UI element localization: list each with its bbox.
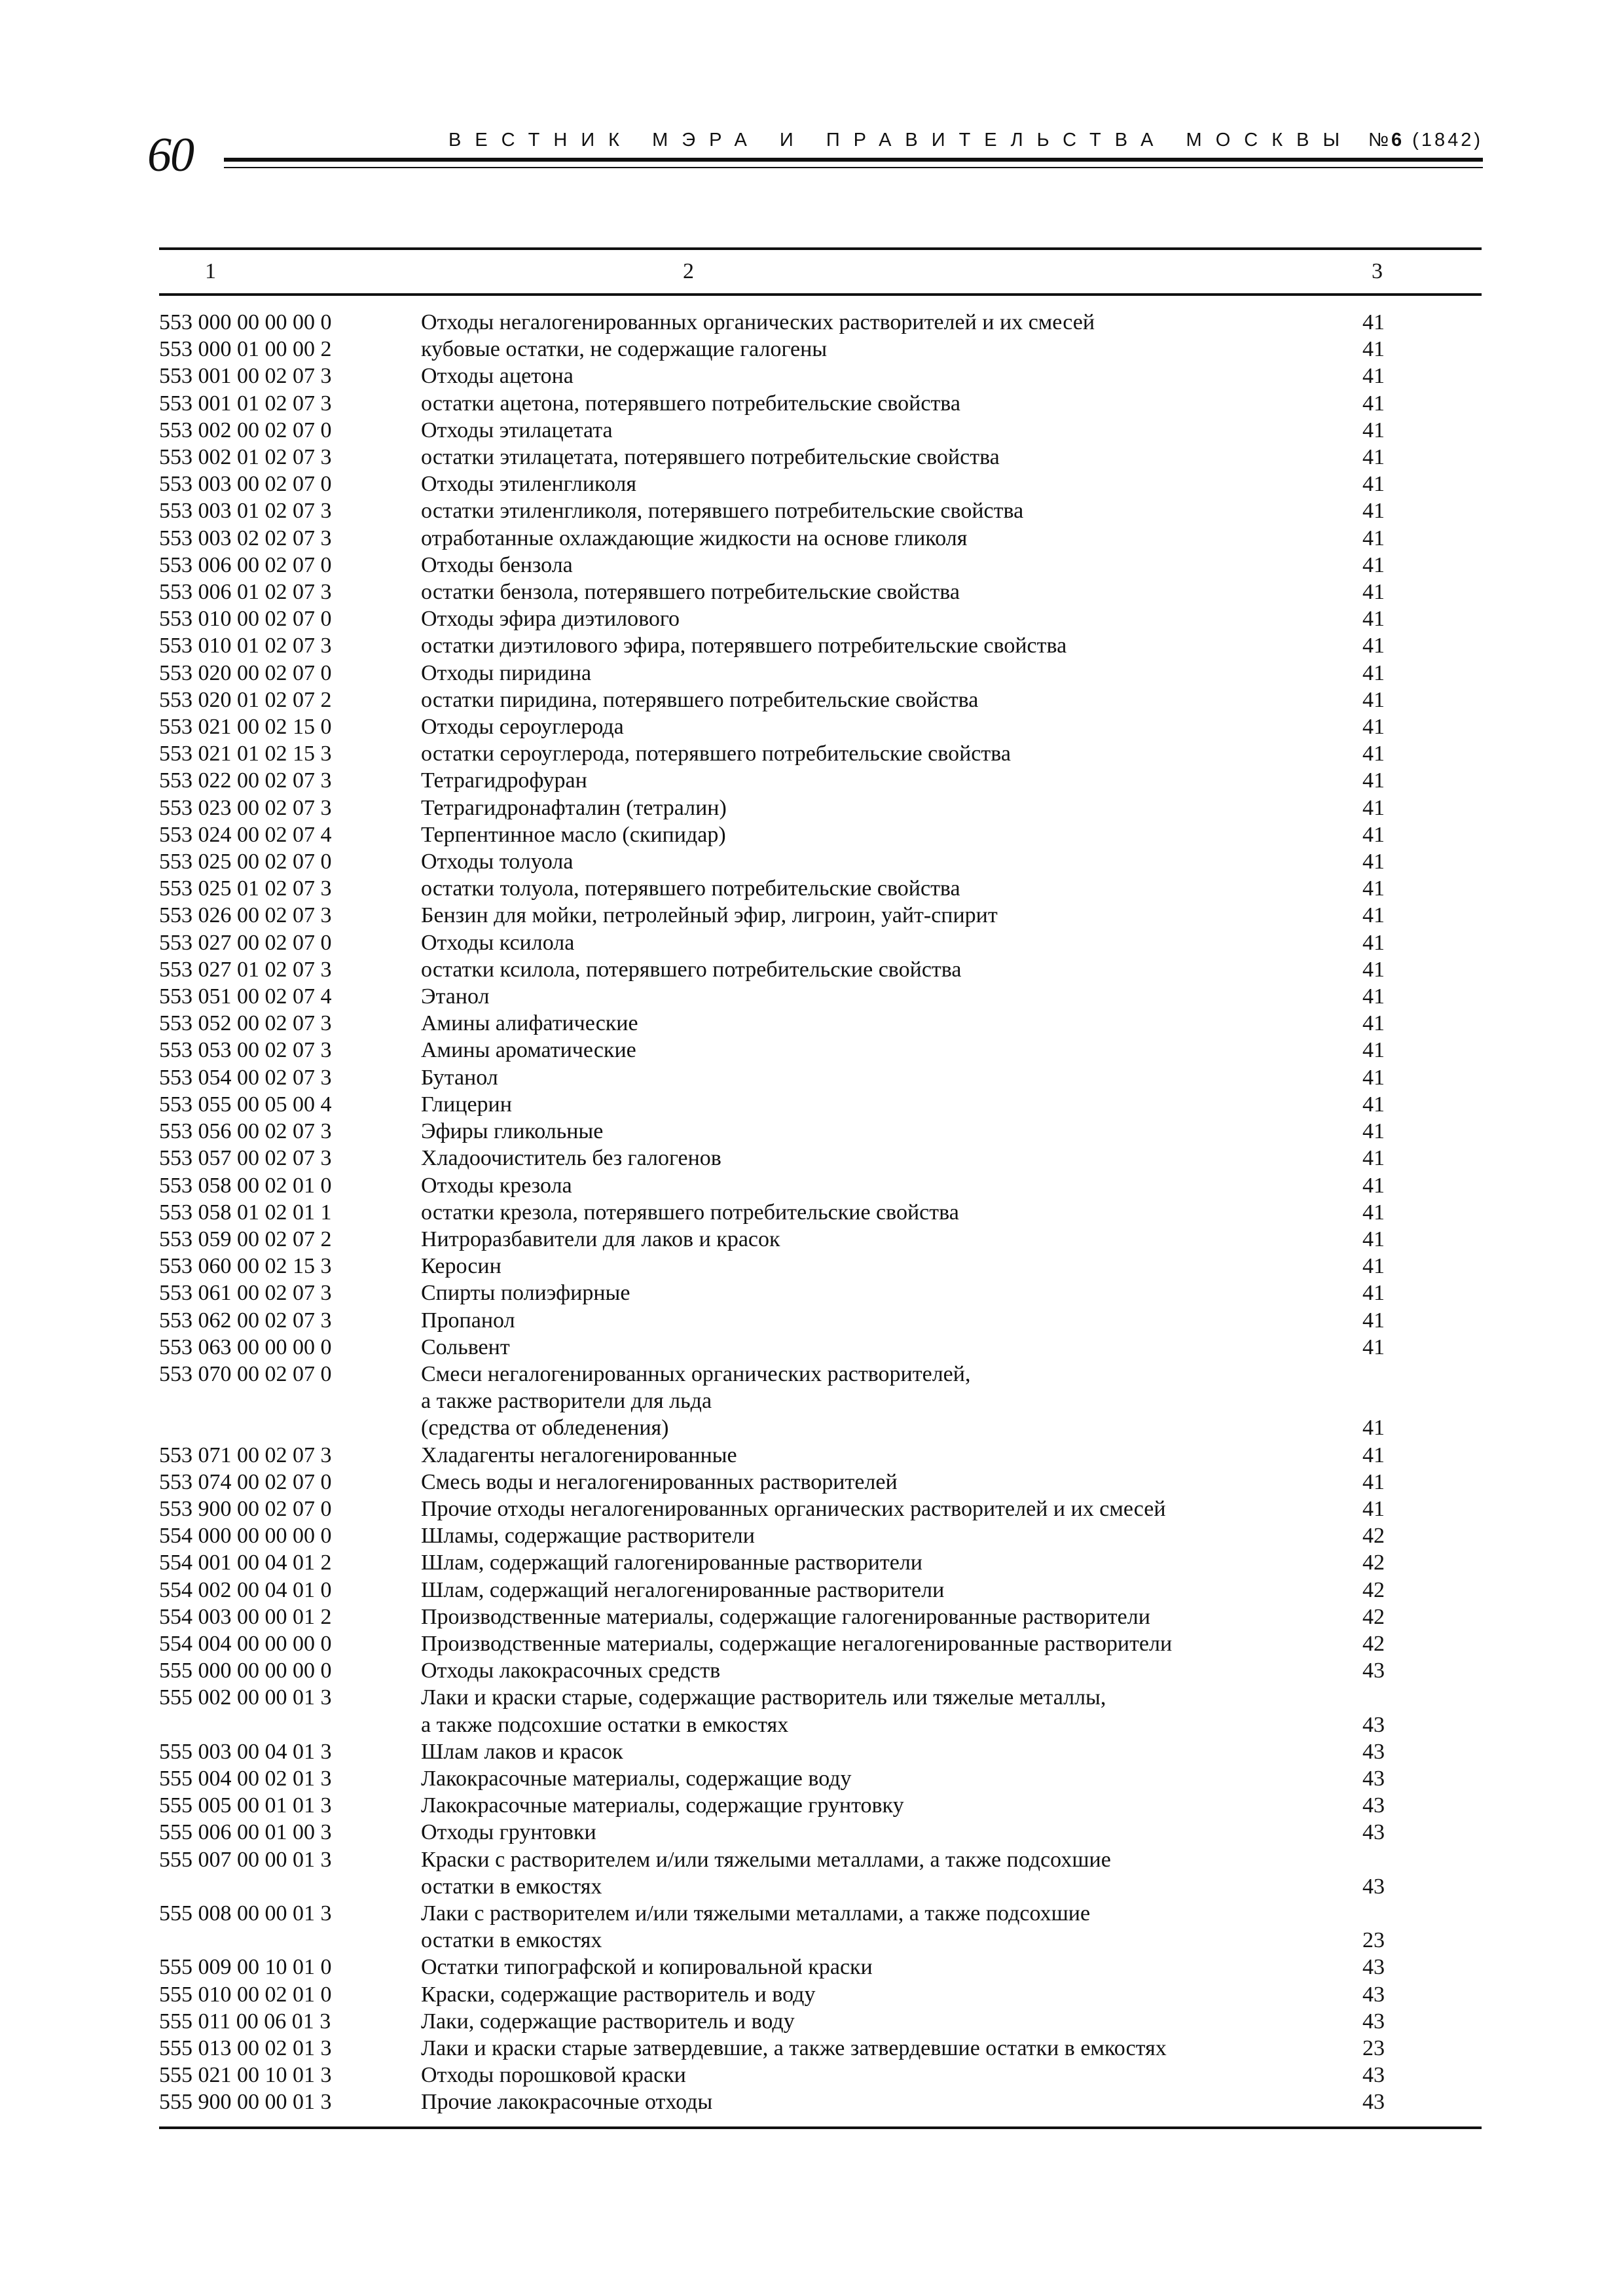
hazard-class: 41 [1362,1119,1385,1144]
waste-description: Лаки и краски старые, содержащие растворитель или тяжелые металлы, а также подсохшие остатки в емкостях [421,1685,1106,1737]
column-header-2: 2 [683,259,694,283]
table-row [159,579,1482,605]
waste-code: 555 002 00 00 01 3 [159,1685,332,1710]
issue-label [1368,131,1483,150]
hazard-class: 41 [1362,1146,1385,1171]
waste-description: Хладоочиститель без галогенов [421,1146,721,1171]
table-row [159,740,1482,767]
hazard-class: 41 [1362,1496,1385,1521]
waste-description: Керосин [421,1254,501,1279]
table-row [159,795,1482,821]
hazard-class: 41 [1362,580,1385,605]
hazard-class: 41 [1362,687,1385,712]
hazard-class: 43 [1362,1766,1385,1791]
waste-code: 555 007 00 00 01 3 [159,1847,332,1872]
waste-code: 553 003 01 02 07 3 [159,499,332,524]
waste-description: Смесь воды и негалогенированных растворителей [421,1469,898,1494]
waste-description: Отходы крезола [421,1173,572,1198]
waste-description: кубовые остатки, не содержащие галогены [421,337,828,362]
waste-code: 555 005 00 01 01 3 [159,1793,332,1818]
table-row [159,1091,1482,1118]
table-row [159,417,1482,444]
waste-code: 553 006 00 02 07 0 [159,552,332,577]
waste-code: 553 006 01 02 07 3 [159,580,332,605]
waste-description: Шлам лаков и красок [421,1739,623,1764]
table-row [159,983,1482,1010]
waste-code: 553 003 00 02 07 0 [159,472,332,497]
hazard-class: 41 [1362,418,1385,442]
hazard-class: 41 [1362,607,1385,632]
table-row [159,632,1482,659]
table-row [159,848,1482,875]
hazard-class: 41 [1362,499,1385,524]
hazard-class: 41 [1362,1200,1385,1225]
hazard-class: 41 [1362,1173,1385,1198]
waste-description: Отходы этиленгликоля [421,472,637,497]
waste-description: Амины ароматические [421,1038,636,1063]
table-bottom-rule [159,2126,1482,2129]
table-row [159,1145,1482,1172]
waste-code: 553 000 00 00 00 0 [159,310,332,334]
waste-description: Шлам, содержащий галогенированные растворители [421,1551,922,1575]
table-row [159,1037,1482,1064]
waste-description: Тетрагидрофуран [421,768,587,793]
waste-description: Нитроразбавители для лаков и красок [421,1227,780,1251]
waste-description: Лакокрасочные материалы, содержащие воду [421,1766,852,1791]
waste-description: Терпентинное масло (скипидар) [421,822,726,847]
waste-code: 555 003 00 04 01 3 [159,1739,332,1764]
hazard-class: 41 [1362,660,1385,685]
table-row [159,497,1482,524]
waste-code: 553 020 01 02 07 2 [159,687,332,712]
issue-total: (1842) [1404,130,1483,151]
hazard-class: 42 [1362,1631,1385,1656]
table-row [159,956,1482,983]
hazard-class: 42 [1362,1551,1385,1575]
table-row [159,309,1482,336]
waste-description: Прочие отходы негалогенированных органических растворителей и их смесей [421,1496,1166,1521]
waste-description: Отходы пиридина [421,660,592,685]
hazard-class: 43 [1362,1982,1385,2007]
table-row [159,1253,1482,1280]
waste-code: 554 004 00 00 00 0 [159,1631,332,1656]
table-row [159,552,1482,579]
waste-code: 554 002 00 04 01 0 [159,1577,332,1602]
waste-code: 553 023 00 02 07 3 [159,795,332,820]
table-row [159,1846,1482,1900]
table-row [159,1334,1482,1361]
waste-description: Краски с растворителем и/или тяжелыми металлами, а также подсохшие остатки в емкостях [421,1847,1111,1899]
waste-code: 553 062 00 02 07 3 [159,1308,332,1333]
header-rule-thin [224,167,1483,168]
header-rule-thick [224,158,1483,162]
waste-code: 555 010 00 02 01 0 [159,1982,332,2007]
waste-code: 554 000 00 00 00 0 [159,1524,332,1549]
table-row [159,525,1482,552]
waste-description: Отходы толуола [421,850,574,874]
hazard-class: 41 [1362,1092,1385,1117]
column-header-1: 1 [205,259,216,283]
hazard-class: 41 [1362,1443,1385,1467]
waste-code: 555 009 00 10 01 0 [159,1955,332,1980]
hazard-class: 43 [1362,1712,1385,1737]
waste-classification-table [159,247,1482,2129]
waste-description: Этанол [421,984,490,1009]
table-row [159,1118,1482,1145]
table-row [159,929,1482,956]
waste-code: 554 001 00 04 01 2 [159,1551,332,1575]
table-row [159,1819,1482,1846]
waste-description: Производственные материалы, содержащие галогенированные растворители [421,1604,1150,1629]
waste-description: Отходы ксилола [421,930,575,955]
journal-header [448,131,1483,150]
waste-code: 553 063 00 00 00 0 [159,1335,332,1359]
waste-description: Спирты полиэфирные [421,1281,630,1306]
hazard-class: 43 [1362,1793,1385,1818]
table-row [159,2008,1482,2035]
hazard-class: 41 [1362,930,1385,955]
table-row [159,767,1482,794]
hazard-class: 43 [1362,2063,1385,2088]
table-row [159,875,1482,902]
table-row [159,1522,1482,1549]
waste-description: Лакокрасочные материалы, содержащие грунтовку [421,1793,904,1818]
waste-code: 555 013 00 02 01 3 [159,2036,332,2060]
waste-code: 553 060 00 02 15 3 [159,1254,332,1279]
hazard-class: 41 [1362,364,1385,389]
waste-code: 553 025 00 02 07 0 [159,850,332,874]
hazard-class: 43 [1362,1659,1385,1683]
table-row [159,2062,1482,2089]
table-row [159,1442,1482,1469]
waste-code: 555 006 00 01 00 3 [159,1820,332,1845]
waste-description: Прочие лакокрасочные отходы [421,2090,713,2115]
waste-code: 553 020 00 02 07 0 [159,660,332,685]
waste-description: Отходы этилацетата [421,418,613,442]
table-row [159,390,1482,417]
hazard-class: 41 [1362,1011,1385,1036]
waste-code: 553 071 00 02 07 3 [159,1443,332,1467]
hazard-class: 43 [1362,2090,1385,2115]
table-row [159,1630,1482,1657]
hazard-class: 41 [1362,850,1385,874]
waste-description: Эфиры гликольные [421,1119,604,1144]
waste-code: 554 003 00 00 01 2 [159,1604,332,1629]
issue-prefix: № [1368,130,1391,151]
table-row [159,1765,1482,1792]
table-row [159,444,1482,471]
table-row [159,1792,1482,1819]
waste-code: 553 002 00 02 07 0 [159,418,332,442]
waste-code: 553 070 00 02 07 0 [159,1361,332,1386]
table-row [159,660,1482,687]
waste-code: 553 022 00 02 07 3 [159,768,332,793]
waste-code: 553 054 00 02 07 3 [159,1065,332,1090]
hazard-class: 41 [1362,1254,1385,1279]
hazard-class: 42 [1362,1524,1385,1549]
waste-description: Отходы лакокрасочных средств [421,1659,721,1683]
waste-description: Лаки и краски старые затвердевшие, а также затвердевшие остатки в емкостях [421,2036,1167,2060]
waste-description: остатки этиленгликоля, потерявшего потребительские свойства [421,499,1024,524]
hazard-class: 23 [1362,1928,1385,1953]
table-row [159,1604,1482,1630]
table-column-headers [159,250,1482,293]
table-row [159,1900,1482,1954]
waste-code: 553 052 00 02 07 3 [159,1011,332,1036]
waste-description: Бутанол [421,1065,498,1090]
hazard-class: 41 [1362,1335,1385,1359]
table-row [159,1010,1482,1037]
hazard-class: 43 [1362,1874,1385,1899]
page-number: 60 [147,128,193,182]
hazard-class: 41 [1362,337,1385,362]
table-row [159,471,1482,497]
hazard-class: 41 [1362,1065,1385,1090]
waste-code: 553 053 00 02 07 3 [159,1038,332,1063]
waste-description: Отходы сероуглерода [421,715,624,740]
waste-code: 553 051 00 02 07 4 [159,984,332,1009]
waste-description: Отходы грунтовки [421,1820,596,1845]
table-row [159,687,1482,713]
hazard-class: 41 [1362,795,1385,820]
table-row [159,1469,1482,1496]
hazard-class: 41 [1362,391,1385,416]
waste-code: 553 001 01 02 07 3 [159,391,332,416]
hazard-class: 41 [1362,1227,1385,1251]
waste-code: 553 010 01 02 07 3 [159,634,332,658]
hazard-class: 41 [1362,1469,1385,1494]
waste-description: остатки сероуглерода, потерявшего потребительские свойства [421,742,1011,766]
waste-code: 553 025 01 02 07 3 [159,876,332,901]
hazard-class: 41 [1362,957,1385,982]
hazard-class: 41 [1362,310,1385,334]
waste-description: Глицерин [421,1092,512,1117]
table-row [159,1199,1482,1226]
waste-code: 555 011 00 06 01 3 [159,2009,331,2034]
table-body [159,296,1482,2126]
waste-description: остатки ацетона, потерявшего потребительские свойства [421,391,961,416]
waste-description: отработанные охлаждающие жидкости на основе гликоля [421,526,968,550]
table-row [159,1657,1482,1684]
waste-description: Отходы порошковой краски [421,2063,686,2088]
hazard-class: 41 [1362,552,1385,577]
waste-description: Пропанол [421,1308,515,1333]
table-row [159,821,1482,848]
hazard-class: 41 [1362,715,1385,740]
table-row [159,1307,1482,1334]
table-row [159,1954,1482,1981]
waste-description: остатки этилацетата, потерявшего потребительские свойства [421,445,1000,470]
table-row [159,336,1482,363]
hazard-class: 41 [1362,445,1385,470]
hazard-class: 41 [1362,903,1385,928]
hazard-class: 41 [1362,984,1385,1009]
waste-description: остатки пиридина, потерявшего потребительские свойства [421,687,979,712]
waste-code: 553 061 00 02 07 3 [159,1281,332,1306]
table-row [159,1172,1482,1199]
waste-code: 555 900 00 00 01 3 [159,2090,332,2115]
hazard-class: 42 [1362,1604,1385,1629]
hazard-class: 41 [1362,634,1385,658]
table-row [159,2035,1482,2062]
waste-description: Отходы эфира диэтилового [421,607,680,632]
table-row [159,1981,1482,2008]
waste-code: 553 056 00 02 07 3 [159,1119,332,1144]
waste-description: Смеси негалогенированных органических растворителей, а также растворители для льда (средства от обледенения) [421,1361,971,1441]
waste-code: 553 027 00 02 07 0 [159,930,332,955]
waste-description: Остатки типографской и копировальной краски [421,1955,873,1980]
table-row [159,2089,1482,2115]
table-row [159,1064,1482,1091]
hazard-class: 41 [1362,1308,1385,1333]
hazard-class: 41 [1362,822,1385,847]
table-row [159,1549,1482,1576]
waste-code: 553 026 00 02 07 3 [159,903,332,928]
hazard-class: 41 [1362,1281,1385,1306]
waste-code: 553 059 00 02 07 2 [159,1227,332,1251]
waste-description: Лаки с растворителем и/или тяжелыми металлами, а также подсохшие остатки в емкостях [421,1901,1091,1953]
waste-code: 553 000 01 00 00 2 [159,337,332,362]
waste-description: остатки бензола, потерявшего потребительские свойства [421,580,960,605]
table-row [159,1738,1482,1765]
waste-code: 553 074 00 02 07 0 [159,1469,332,1494]
waste-description: остатки крезола, потерявшего потребительские свойства [421,1200,959,1225]
waste-code: 553 021 01 02 15 3 [159,742,332,766]
waste-code: 553 002 01 02 07 3 [159,445,332,470]
table-row [159,1496,1482,1522]
table-row [159,1280,1482,1306]
waste-code: 553 058 01 02 01 1 [159,1200,332,1225]
table-row [159,902,1482,929]
waste-description: Тетрагидронафталин (тетралин) [421,795,727,820]
hazard-class: 43 [1362,1820,1385,1845]
journal-title: ВЕСТНИК МЭРА И ПРАВИТЕЛЬСТВА МОСКВЫ [448,130,1354,151]
waste-description: Хладагенты негалогенированные [421,1443,737,1467]
hazard-class: 41 [1362,472,1385,497]
waste-code: 555 021 00 10 01 3 [159,2063,332,2088]
table-row [159,363,1482,389]
hazard-class: 41 [1362,1038,1385,1063]
waste-description: Шламы, содержащие растворители [421,1524,755,1549]
waste-description: Краски, содержащие растворитель и воду [421,1982,816,2007]
waste-code: 555 008 00 00 01 3 [159,1901,332,1926]
waste-code: 553 021 00 02 15 0 [159,715,332,740]
waste-description: Сольвент [421,1335,510,1359]
waste-code: 553 003 02 02 07 3 [159,526,332,550]
hazard-class: 43 [1362,1739,1385,1764]
waste-description: остатки ксилола, потерявшего потребительские свойства [421,957,962,982]
waste-description: Бензин для мойки, петролейный эфир, лигроин, уайт-спирит [421,903,998,928]
table-row [159,1577,1482,1604]
waste-code: 553 010 00 02 07 0 [159,607,332,632]
page-header [147,118,1483,182]
table-row [159,713,1482,740]
waste-description: остатки толуола, потерявшего потребительские свойства [421,876,960,901]
waste-description: Амины алифатические [421,1011,638,1036]
hazard-class: 43 [1362,2009,1385,2034]
waste-code: 555 004 00 02 01 3 [159,1766,332,1791]
waste-code: 553 058 00 02 01 0 [159,1173,332,1198]
table-row [159,1361,1482,1442]
issue-number: 6 [1391,130,1405,151]
waste-code: 555 000 00 00 00 0 [159,1659,332,1683]
table-row [159,1226,1482,1253]
waste-description: Отходы бензола [421,552,573,577]
hazard-class: 41 [1362,768,1385,793]
hazard-class: 43 [1362,1955,1385,1980]
waste-code: 553 900 00 02 07 0 [159,1496,332,1521]
waste-code: 553 001 00 02 07 3 [159,364,332,389]
hazard-class: 41 [1362,876,1385,901]
waste-description: Лаки, содержащие растворитель и воду [421,2009,795,2034]
waste-code: 553 027 01 02 07 3 [159,957,332,982]
table-row [159,605,1482,632]
hazard-class: 41 [1362,526,1385,550]
waste-description: Шлам, содержащий негалогенированные растворители [421,1577,945,1602]
waste-description: остатки диэтилового эфира, потерявшего потребительские свойства [421,634,1067,658]
hazard-class: 41 [1362,1416,1385,1441]
hazard-class: 41 [1362,742,1385,766]
waste-description: Отходы негалогенированных органических растворителей и их смесей [421,310,1095,334]
waste-description: Отходы ацетона [421,364,574,389]
hazard-class: 23 [1362,2036,1385,2060]
waste-description: Производственные материалы, содержащие негалогенированные растворители [421,1631,1173,1656]
column-header-3: 3 [1372,259,1383,283]
hazard-class: 42 [1362,1577,1385,1602]
waste-code: 553 024 00 02 07 4 [159,822,332,847]
waste-code: 553 057 00 02 07 3 [159,1146,332,1171]
table-row [159,1684,1482,1738]
waste-code: 553 055 00 05 00 4 [159,1092,332,1117]
